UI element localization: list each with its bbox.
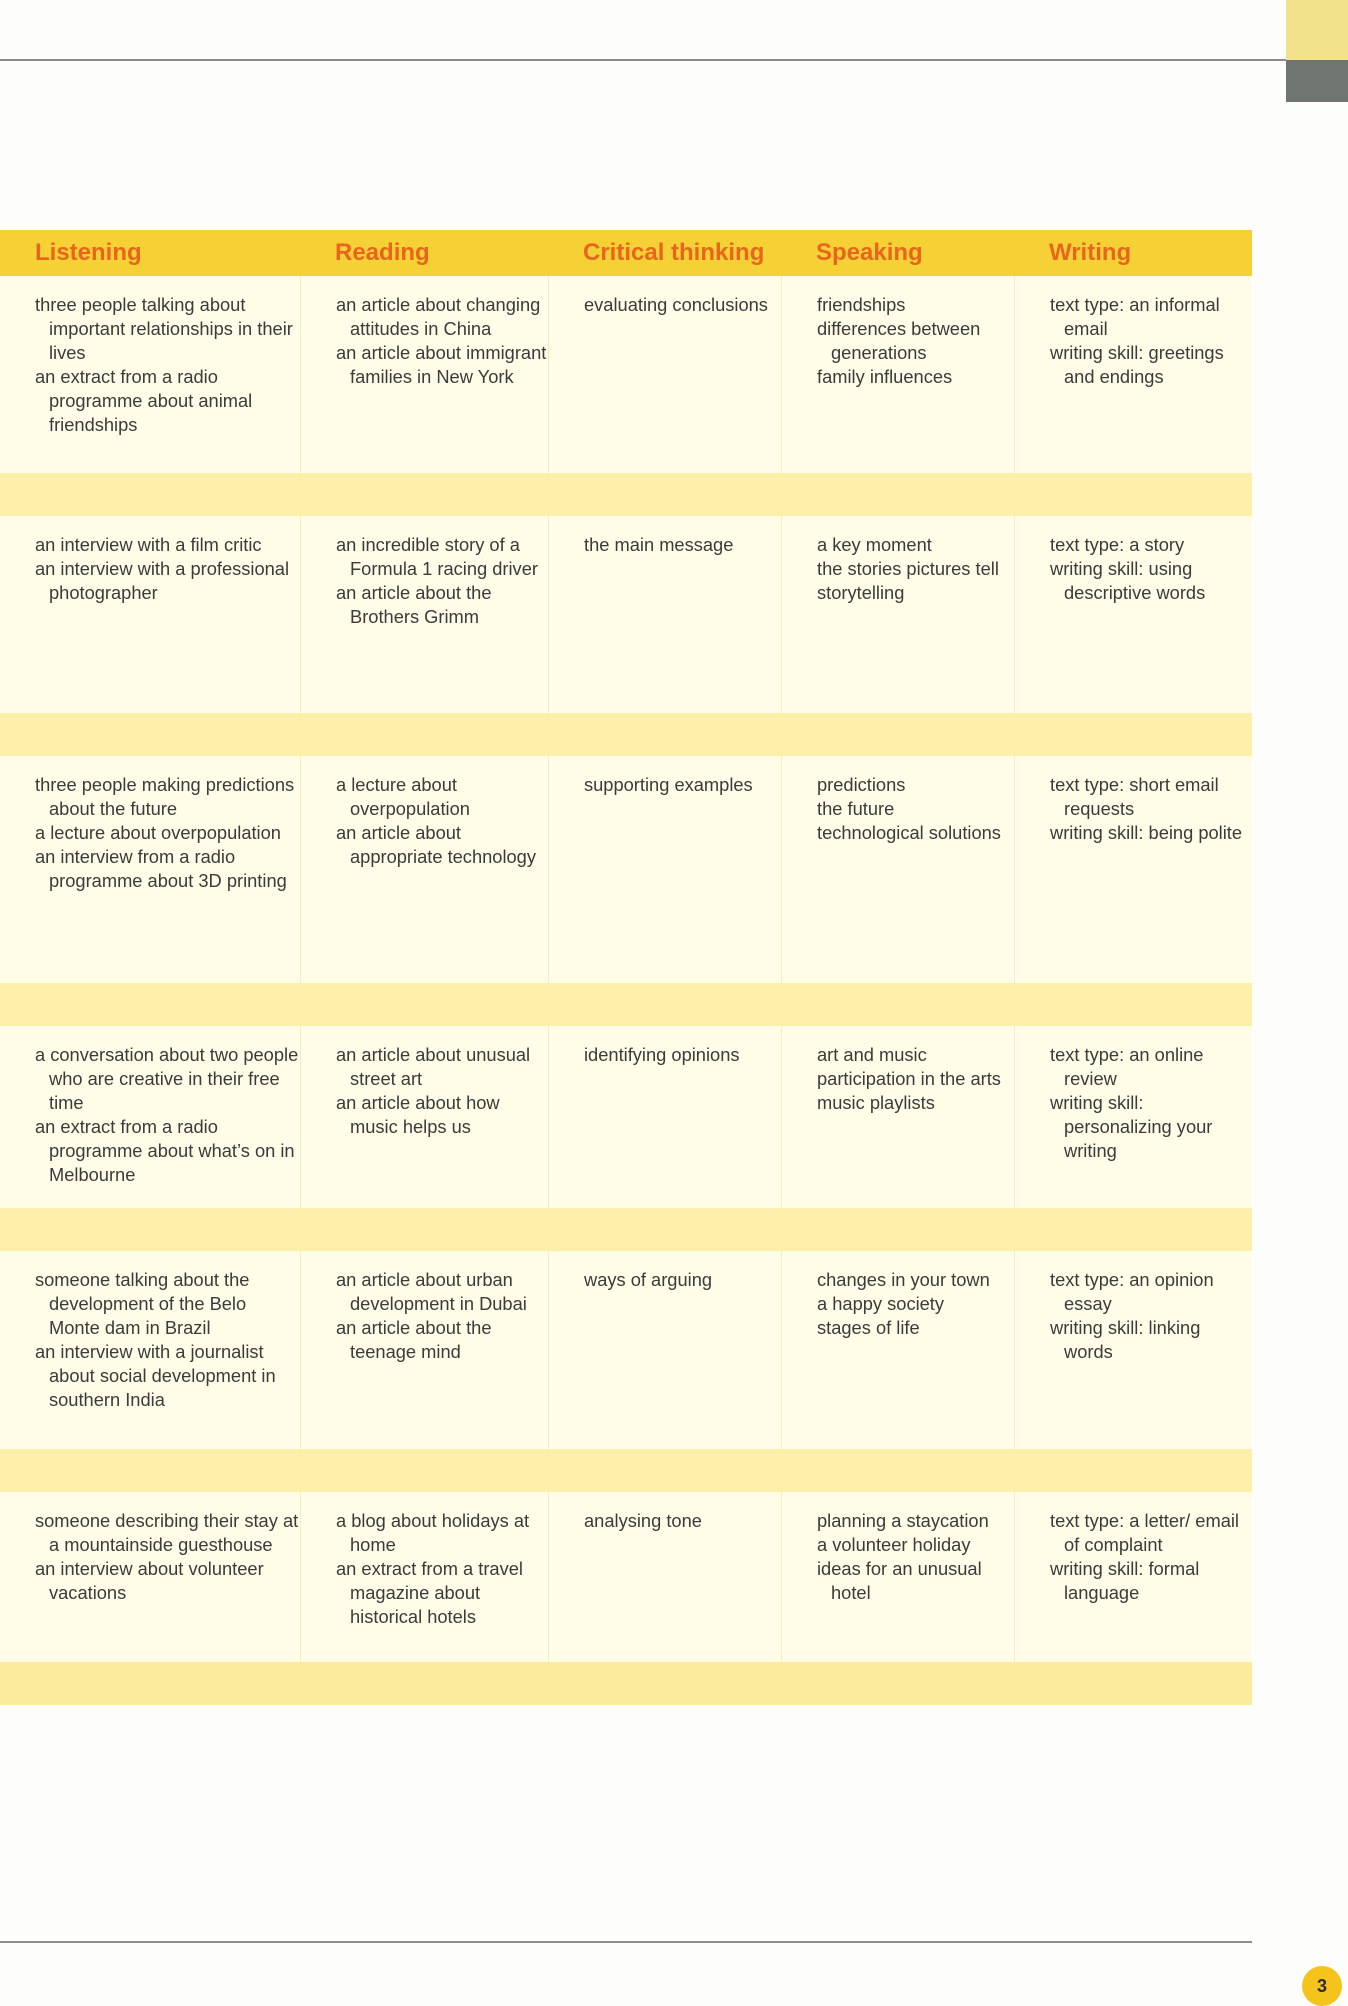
cell-critical-thinking <box>548 516 781 713</box>
cell-item: ideas for an unusual hotel <box>817 1558 982 1603</box>
cell-item: an interview with a professional photographer <box>35 558 290 603</box>
cell-item: three people talking about important relationships in their lives <box>35 294 293 363</box>
cell-item: predictions <box>817 774 906 795</box>
table-row <box>0 276 1252 473</box>
corner-tab <box>1286 0 1348 102</box>
cell-writing <box>1014 516 1252 713</box>
cell-item: participation in the arts <box>817 1068 1001 1089</box>
cell-item: text type: short email requests <box>1050 774 1219 819</box>
contents-table <box>0 230 1252 1705</box>
cell-item: planning a staycation <box>817 1510 989 1531</box>
cell-item: an extract from a radio programme about what’s on in Melbourne <box>35 1116 295 1185</box>
cell-item: a blog about holidays at home <box>336 1510 530 1555</box>
table-row <box>0 1492 1252 1662</box>
header-listening: Listening <box>35 239 142 266</box>
unit-separator-band <box>0 1449 1252 1492</box>
unit-separator-band <box>0 1208 1252 1251</box>
cell-item: an article about the teenage mind <box>336 1317 492 1362</box>
cell-critical-thinking <box>548 276 781 473</box>
cell-item: writing skill: personalizing your writing <box>1050 1092 1213 1161</box>
cell-item: writing skill: greetings and endings <box>1050 342 1224 387</box>
cell-item: stages of life <box>817 1317 920 1338</box>
cell-item: friendships <box>817 294 906 315</box>
cell-item: art and music <box>817 1044 927 1065</box>
cell-item: supporting examples <box>584 774 753 795</box>
cell-speaking <box>781 1492 1014 1662</box>
unit-separator-band <box>0 473 1252 516</box>
cell-item: ways of arguing <box>584 1269 713 1290</box>
cell-listening <box>0 516 300 713</box>
cell-item: a volunteer holiday <box>817 1534 971 1555</box>
cell-item: writing skill: formal language <box>1050 1558 1200 1603</box>
cell-item: an extract from a radio programme about animal friendships <box>35 366 253 435</box>
cell-item: an article about how music helps us <box>336 1092 500 1137</box>
cell-reading <box>300 1492 548 1662</box>
cell-item: an extract from a travel magazine about historical hotels <box>336 1558 523 1627</box>
cell-item: writing skill: using descriptive words <box>1050 558 1206 603</box>
cell-item: a lecture about overpopulation <box>35 822 281 843</box>
cell-item: an article about urban development in Dubai <box>336 1269 527 1314</box>
cell-item: evaluating conclusions <box>584 294 768 315</box>
cell-item: an incredible story of a Formula 1 racing driver <box>336 534 538 579</box>
cell-item: technological solutions <box>817 822 1001 843</box>
cell-writing <box>1014 276 1252 473</box>
cell-critical-thinking <box>548 1492 781 1662</box>
table-row <box>0 1251 1252 1449</box>
cell-item: an interview with a journalist about social development in southern India <box>35 1341 276 1410</box>
cell-writing <box>1014 756 1252 983</box>
cell-item: a lecture about overpopulation <box>336 774 470 819</box>
cell-item: text type: an informal email <box>1050 294 1220 339</box>
cell-critical-thinking <box>548 756 781 983</box>
cell-writing <box>1014 1251 1252 1449</box>
cell-reading <box>300 756 548 983</box>
header-writing: Writing <box>1049 239 1132 266</box>
cell-item: an article about the Brothers Grimm <box>336 582 492 627</box>
cell-listening <box>0 276 300 473</box>
cell-item: a key moment <box>817 534 932 555</box>
cell-reading <box>300 516 548 713</box>
table-row <box>0 516 1252 713</box>
unit-separator-band <box>0 1662 1252 1705</box>
table-row <box>0 756 1252 983</box>
cell-item: writing skill: linking words <box>1050 1317 1201 1362</box>
cell-reading <box>300 276 548 473</box>
cell-listening <box>0 1026 300 1208</box>
cell-speaking <box>781 1251 1014 1449</box>
cell-item: text type: a story <box>1050 534 1185 555</box>
cell-item: the stories pictures tell <box>817 558 999 579</box>
cell-item: an interview from a radio programme about 3D printing <box>35 846 287 891</box>
cell-item: music playlists <box>817 1092 935 1113</box>
cell-item: analysing tone <box>584 1510 702 1531</box>
page-number: 3 <box>1302 1966 1342 2006</box>
cell-item: an article about unusual street art <box>336 1044 531 1089</box>
cell-item: writing skill: being polite <box>1050 822 1243 843</box>
cell-item: an interview with a film critic <box>35 534 262 555</box>
cell-listening <box>0 1251 300 1449</box>
cell-item: a conversation about two people who are creative in their free time <box>35 1044 299 1113</box>
cell-writing <box>1014 1026 1252 1208</box>
bottom-rule <box>0 1941 1252 1943</box>
cell-item: identifying opinions <box>584 1044 740 1065</box>
cell-item: someone describing their stay at a mountainside guesthouse <box>35 1510 299 1555</box>
unit-separator-band <box>0 713 1252 756</box>
table-row <box>0 1026 1252 1208</box>
cell-listening <box>0 1492 300 1662</box>
cell-item: an article about changing attitudes in China <box>336 294 541 339</box>
cell-reading <box>300 1251 548 1449</box>
cell-speaking <box>781 516 1014 713</box>
unit-separator-band <box>0 983 1252 1026</box>
cell-speaking <box>781 1026 1014 1208</box>
top-rule <box>0 59 1286 61</box>
cell-item: a happy society <box>817 1293 945 1314</box>
cell-item: family influences <box>817 366 953 387</box>
cell-item: changes in your town <box>817 1269 990 1290</box>
cell-item: three people making predictions about the future <box>35 774 295 819</box>
cell-item: text type: a letter/ email of complaint <box>1050 1510 1239 1555</box>
cell-item: an article about appropriate technology <box>336 822 536 867</box>
cell-item: storytelling <box>817 582 905 603</box>
cell-listening <box>0 756 300 983</box>
cell-speaking <box>781 276 1014 473</box>
header-speaking: Speaking <box>816 239 923 266</box>
cell-item: someone talking about the development of the Belo Monte dam in Brazil <box>35 1269 250 1338</box>
cell-item: the future <box>817 798 895 819</box>
cell-item: text type: an opinion essay <box>1050 1269 1214 1314</box>
cell-item: text type: an online review <box>1050 1044 1204 1089</box>
cell-critical-thinking <box>548 1026 781 1208</box>
cell-critical-thinking <box>548 1251 781 1449</box>
header-critical-thinking: Critical thinking <box>583 239 765 266</box>
cell-item: an article about immigrant families in New York <box>336 342 547 387</box>
cell-reading <box>300 1026 548 1208</box>
header-reading: Reading <box>335 239 430 266</box>
cell-writing <box>1014 1492 1252 1662</box>
cell-item: the main message <box>584 534 734 555</box>
cell-item: differences between generations <box>817 318 981 363</box>
table-header <box>0 230 1252 276</box>
cell-speaking <box>781 756 1014 983</box>
cell-item: an interview about volunteer vacations <box>35 1558 264 1603</box>
